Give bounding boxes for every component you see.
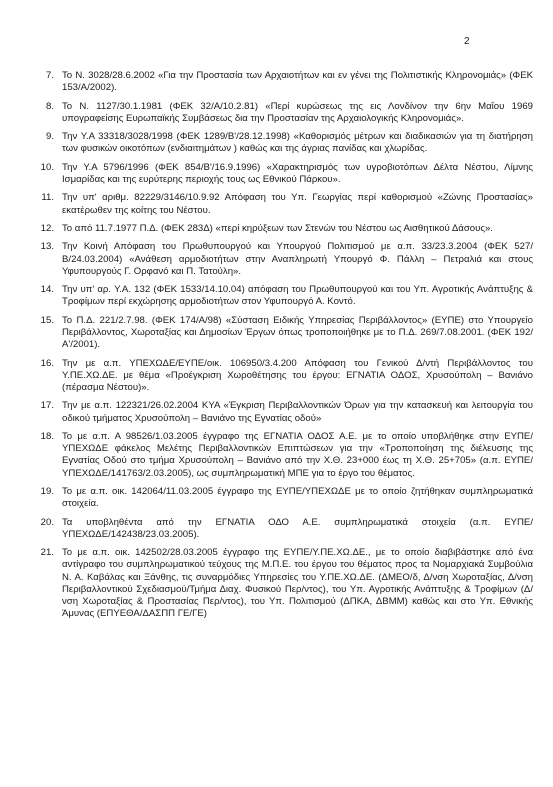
item-number: 16. [40,357,54,369]
list-item [28,131,533,155]
item-text: Την Υ.Α 5796/1996 (ΦΕΚ 854/Β'/16.9.1996) «Χαρακτηρισμός των υγροβιοτόπων Δέλτα Νέστου, Λίμνης Ισμαρίδας και της ευρύτερης περιοχής τους ως Εθνικού Πάρκου». [62,161,533,185]
item-number: 9. [45,131,54,143]
item-text: Την με α.π. ΥΠΕΧΩΔΕ/ΕΥΠΕ/οικ. 106950/3.4.200 Απόφαση του Γενικού Δ/ντή Περιβάλλοντος του Υ.ΠΕ.ΧΩ.ΔΕ. με θέμα «Προέγκριση Χωροθέτησης του έργου: ΕΓΝΑΤΙΑ ΟΔΟΣ, Χρυσούπολη – Βανιάνο (πέρασμα Νέστου)». [62,357,533,393]
item-text: Την Κοινή Απόφαση του Πρωθυπουργού και Υπουργού Πολιτισμού με α.π. 33/23.3.2004 (ΦΕΚ 527/Β/24.03.2004) «Ανάθεση αρμοδιοτήτων στην Αναπληρωτή Υπουργό Φ. Πάλλη – Πετραλιά και στους Υφυπουργούς Γ. Ορφανό και Π. Τατούλη». [62,241,533,277]
item-number: 14. [40,284,54,296]
item-text: Τα υποβληθέντα από την ΕΓΝΑΤΙΑ ΟΔΟ Α.Ε. συμπληρωματικά στοιχεία (α.π. ΕΥΠΕ/ΥΠΕΧΩΔΕ/142438/23.03.2005). [62,516,533,540]
list-item [28,162,533,186]
item-text: Το με α.π. οικ. 142064/11.03.2005 έγγραφο της ΕΥΠΕ/ΥΠΕΧΩΔΕ με το οποίο ζητήθηκαν συμπληρωματικά στοιχεία. [62,485,533,510]
item-text: Το με α.π. Α 98526/1.03.2005 έγγραφο της ΕΓΝΑΤΙΑ ΟΔΟΣ Α.Ε. με το οποίο υποβλήθηκε στην ΕΥΠΕ/ΥΠΕΧΩΔΕ φάκελος Μελέτης Περιβαλλοντικών Επιπτώσεων για την «Τροποποίηση της διέλευσης της Εγνατίας Οδού στο τμήμα Χρυσούπολη – Βανιάνο από την Χ.Θ. 23+000 έως τη Χ.Θ. 25+705» (α.π. ΕΥΠΕ/ ΥΠΕΧΩΔΕ/141763/2.03.2005), ως συμπληρωματική ΜΠΕ για το έργο του θέματος. [62,430,533,479]
item-number: 15. [40,314,54,326]
list-item [28,547,533,620]
list-item [28,223,533,235]
list-item [28,517,533,541]
item-text: Το Π.Δ. 221/2.7.98. (ΦΕΚ 174/Α/98) «Σύσταση Ειδικής Υπηρεσίας Περιβάλλοντος» (ΕΥΠΕ) στο Υπουργείο Περιβάλλοντος, Χωροταξίας και Δημοσίων Έργων όπως τροποποιήθηκε με το Π.Δ. 269/7.08.2001. (ΦΕΚ 192/Α'/2001). [62,314,533,351]
page-number: 2 [464,36,470,47]
item-text: Το Ν. 1127/30.1.1981 (ΦΕΚ 32/Α/10.2.81) «Περί κυρώσεως της εις Λονδίνον την 6ην Μαΐου 1969 υπογραφείσης Ευρωπαϊκής Συμβάσεως δια την Προστασίαν της Αρχαιολογικής Κληρονομιάς». [62,100,533,124]
item-number: 20. [40,516,54,528]
item-text: Την με α.π. 122321/26.02.2004 ΚΥΑ «Έγκριση Περιβαλλοντικών Όρων για την κατασκευή και λειτουργία του οδικού τμήματος Χρυσούπολη – Βανιάνο της Εγνατίας οδού» [62,400,533,424]
item-number: 8. [45,100,54,112]
list-item [28,241,533,278]
item-number: 12. [40,222,54,234]
reference-list [28,70,533,627]
list-item [28,101,533,125]
list-item [28,192,533,216]
item-text: Την υπ' αριθμ. 82229/3146/10.9.92 Απόφαση του Υπ. Γεωργίας περί καθορισμού «Ζώνης Προστασίας» εκατέρωθεν της κοίτης του Νέστου. [62,192,533,216]
list-item [28,431,533,480]
item-text: Το με α.π. οικ. 142502/28.03.2005 έγγραφο της ΕΥΠΕ/Υ.ΠΕ.ΧΩ.ΔΕ., με το οποίο διαβιβάστηκε από ένα αντίγραφο του συμπληρωματικού τεύχους της Μ.Π.Ε. του έργου του θέματος προς τα Νομαρχιακά Συμβούλια Ν. Α. Καβάλας και Ξάνθης, τις συναρμόδιες Υπηρεσίες του Υ.ΠΕ.ΧΩ.ΔΕ. (ΔΜΕΟ/δ, Δ/νση Χωροταξίας, Δ/νση Περιβαλλοντικού Σχεδιασμού/Τμήμα Διαχ. Φυσικού Περ/ντος), του Υπ. Αγροτικής Ανάπτυξης & Τροφίμων (Δ/νση Χωροταξίας & Προστασίας Περ/ντος), του Υπ. Πολιτισμού (ΔΠΚΑ, ΔΒΜΜ) καθώς και στο Υπ. Εθνικής Άμυνας (ΕΠΥΕΘΑ/ΔΑΣΠΠ ΓΕ/ΓΕ) [62,547,533,620]
item-text: Την Υ.Α 33318/3028/1998 (ΦΕΚ 1289/Β'/28.12.1998) «Καθορισμός μέτρων και διαδικασιών για τη διατήρηση των φυσικών οικοτόπων (ενδιαιτημάτων ) καθώς και της άγριας πανίδας και χλωρίδας. [62,131,533,155]
list-item [28,284,533,308]
list-item [28,400,533,424]
item-number: 17. [40,400,54,412]
list-item [28,70,533,94]
item-number: 11. [41,192,54,204]
item-number: 21. [40,547,54,559]
item-number: 19. [40,485,54,497]
item-number: 13. [40,241,54,253]
list-item [28,315,533,352]
item-text: Το από 11.7.1977 Π.Δ. (ΦΕΚ 283Δ) «περί κηρύξεων των Στενών του Νέστου ως Αισθητικού Δάσους». [62,222,493,234]
page-bottom-edge [0,781,553,787]
item-number: 18. [40,430,54,442]
item-text: Το Ν. 3028/28.6.2002 «Για την Προστασία των Αρχαιοτήτων και εν γένει της Πολιτιστικής Κληρονομιάς» (ΦΕΚ 153/Α/2002). [62,70,533,94]
item-number: 10. [40,161,54,173]
list-item [28,486,533,510]
item-text: Την υπ' αρ. Υ.Α. 132 (ΦΕΚ 1533/14.10.04) απόφαση του Πρωθυπουργού και του Υπ. Αγροτικής Ανάπτυξης & Τροφίμων περί εκχώρησης αρμοδιοτήτων στον Υφυπουργό Α. Κοντό. [62,284,533,308]
item-number: 7. [45,70,54,81]
list-item [28,358,533,395]
